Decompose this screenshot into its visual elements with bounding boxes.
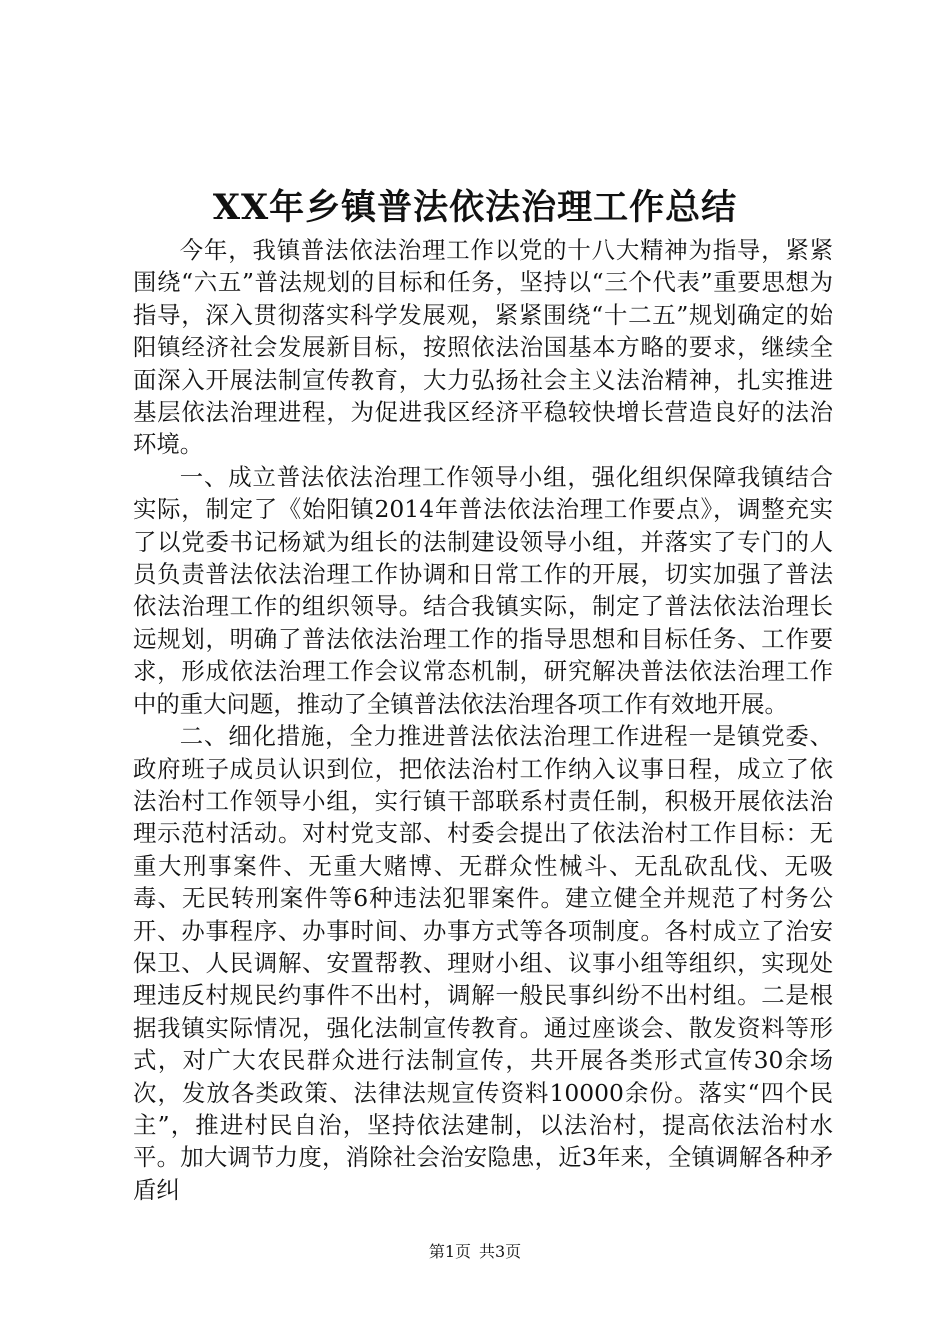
paragraph-intro: 今年，我镇普法依法治理工作以党的十八大精神为指导，紧紧围绕“六五”普法规划的目标和任务，坚持以“三个代表”重要思想为指导，深入贯彻落实科学发展观，紧紧围绕“十二五”规划确定的始阳镇经济社会发展新目标，按照依法治国基本方略的要求，继续全面深入开展法制宣传教育，大力弘扬社会主义法治精神，扎实推进基层依法治理进程，为促进我区经济平稳较快增长营造良好的法治环境。 [133, 236, 833, 459]
page-footer [0, 1242, 950, 1262]
paragraph-section-2: 二、细化措施，全力推进普法依法治理工作进程一是镇党委、政府班子成员认识到位，把依法治村工作纳入议事日程，成立了依法治村工作领导小组，实行镇干部联系村责任制，积极开展依法治理示范村活动。对村党支部、村委会提出了依法治村工作目标：无重大刑事案件、无重大赌博、无群众性械斗、无乱砍乱伐、无吸毒、无民转刑案件等6种违法犯罪案件。建立健全并规范了村务公开、办事程序、办事时间、办事方式等各项制度。各村成立了治安保卫、人民调解、安置帮教、理财小组、议事小组等组织，实现处理违反村规民约事件不出村，调解一般民事纠纷不出村组。二是根据我镇实际情况，强化法制宣传教育。通过座谈会、散发资料等形式，对广大农民群众进行法制宣传，共开展各类形式宣传30余场次，发放各类政策、法律法规宣传资料10000余份。落实“四个民主”，推进村民自治，坚持依法建制，以法治村，提高依法治村水平。加大调节力度，消除社会治安隐患，近3年来，全镇调解各种矛盾纠 [133, 722, 833, 1204]
document-title: XX年乡镇普法依法治理工作总结 [212, 187, 738, 228]
page-total: 共3页 [479, 1242, 522, 1261]
page-number: 第1页 [428, 1242, 471, 1261]
document-body [133, 234, 833, 1206]
paragraph-section-1: 一、成立普法依法治理工作领导小组，强化组织保障我镇结合实际，制定了《始阳镇2014年普法依法治理工作要点》，调整充实了以党委书记杨斌为组长的法制建设领导小组，并落实了专门的人员负责普法依法治理工作协调和日常工作的开展，切实加强了普法依法治理工作的组织领导。结合我镇实际，制定了普法依法治理长远规划，明确了普法依法治理工作的指导思想和目标任务、工作要求，形成依法治理工作会议常态机制，研究解决普法依法治理工作中的重大问题，推动了全镇普法依法治理各项工作有效地开展。 [133, 462, 833, 718]
